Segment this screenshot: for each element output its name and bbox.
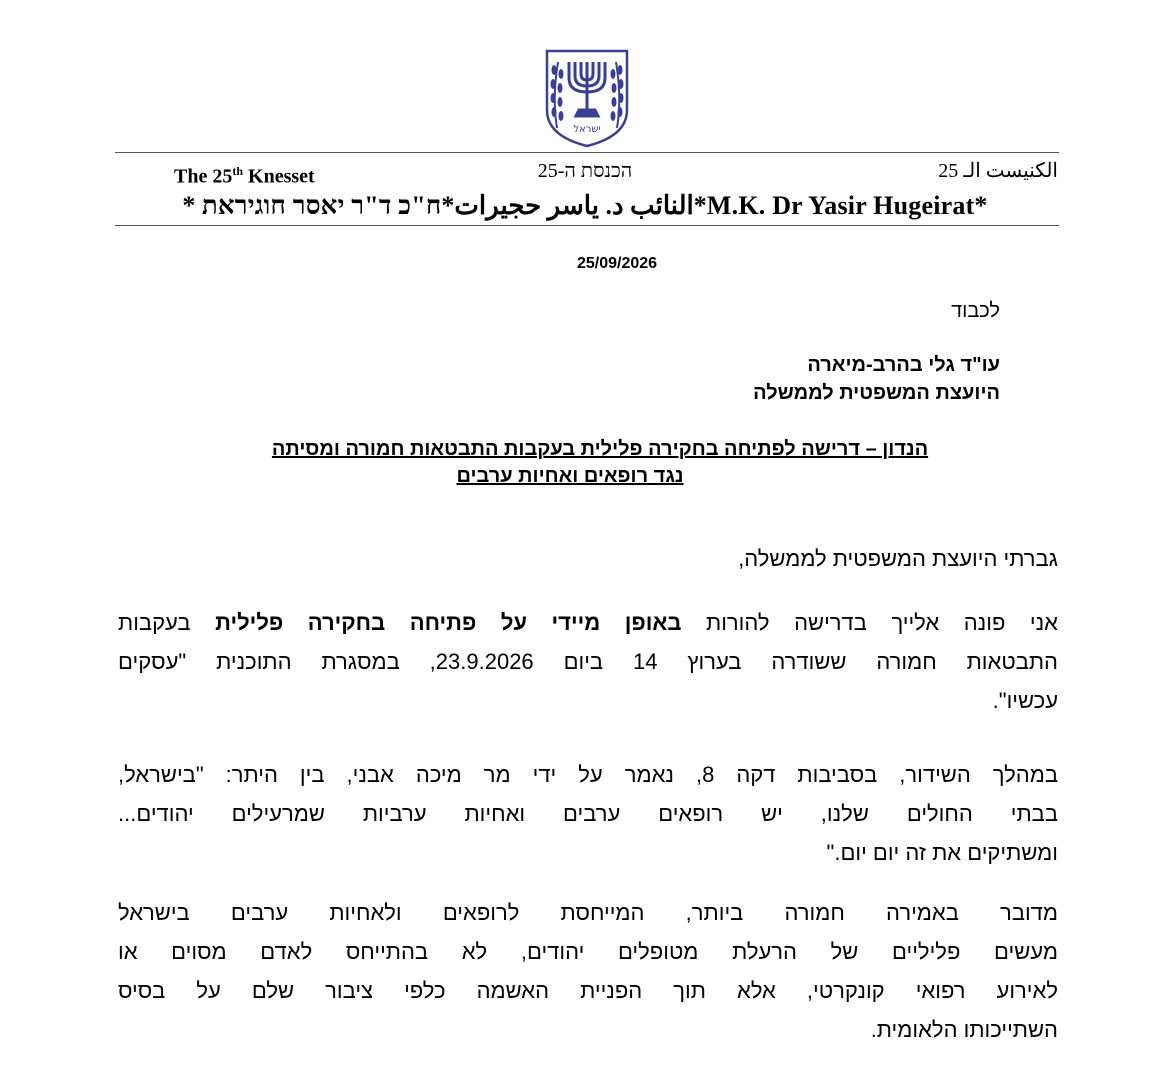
paragraph-3	[118, 893, 1058, 1049]
paragraph-3-line-3: לאירוע רפואי קונקרטי, אלא תוך הפניית האשמה כלפי ציבור שלם על בסיס	[118, 978, 1058, 1003]
recipient-title: היועצת המשפטית לממשלה	[753, 382, 1000, 404]
subject-line-2: נגד רופאים ואחיות ערבים	[456, 465, 684, 487]
paragraph-1	[118, 603, 1058, 720]
paragraph-1-line-2: התבטאות חמורה ששודרה בערוץ 14 ביום 23.9.2026, במסגרת התוכנית "עסקים	[118, 649, 1059, 674]
paragraph-3-line-2: מעשים פליליים של הרעלת מטופלים יהודים, לא בהתייחס לאדם מסוים או	[118, 939, 1058, 964]
paragraph-3-line-1: מדובר באמירה חמורה ביותר, המייחסת לרופאים ולאחיות ערבים בישראל	[118, 900, 1058, 925]
paragraph-1-line-1: אני פונה אלייך בדרישה להורות באופן מיידי על פתיחה בחקירה פלילית בעקבות	[118, 610, 1059, 635]
salutation: לכבוד	[951, 300, 1000, 322]
menorah-emblem-icon	[544, 48, 630, 148]
knesset-emblem	[544, 48, 630, 148]
header-english: The 25th Knesset	[174, 164, 315, 188]
paragraph-2-line-3: ומשתיקים את זה יום יום."	[826, 840, 1058, 865]
header-arabic: الكنيست الـ 25	[938, 160, 1058, 182]
header-top-rule	[115, 152, 1059, 153]
mk-name-line: * النائب د. ياسر حجيرات*ח"כ ד"ר יאסר חוגיראת*M.K. Dr Yasir Hugeirat*	[182, 191, 988, 220]
paragraph-3-line-4: השתייכותו הלאומית.	[870, 1017, 1058, 1042]
header-bottom-rule	[115, 225, 1059, 226]
header-hebrew: הכנסת ה-25	[537, 160, 633, 182]
paragraph-2	[118, 755, 1058, 872]
paragraph-1-line-3: עכשיו".	[992, 688, 1058, 713]
svg-text:ישראל: ישראל	[573, 124, 601, 135]
recipient-name: עו"ד גלי בהרב-מיארה	[807, 354, 1000, 376]
paragraph-2-line-2: בבתי החולים שלנו, יש רופאים ערבים ואחיות ערביות שמרעילים יהודים...	[118, 801, 1058, 826]
letter-date: 25/09/2026	[576, 255, 658, 272]
greeting: גברתי היועצת המשפטית לממשלה,	[738, 546, 1058, 571]
subject-line-1: הנדון – דרישה לפתיחה בחקירה פלילית בעקבות התבטאות חמורה ומסיתה	[271, 438, 929, 460]
paragraph-2-line-1: במהלך השידור, בסביבות דקה 8, נאמר על ידי מר מיכה אבני, בין היתר: "בישראל,	[118, 762, 1058, 787]
